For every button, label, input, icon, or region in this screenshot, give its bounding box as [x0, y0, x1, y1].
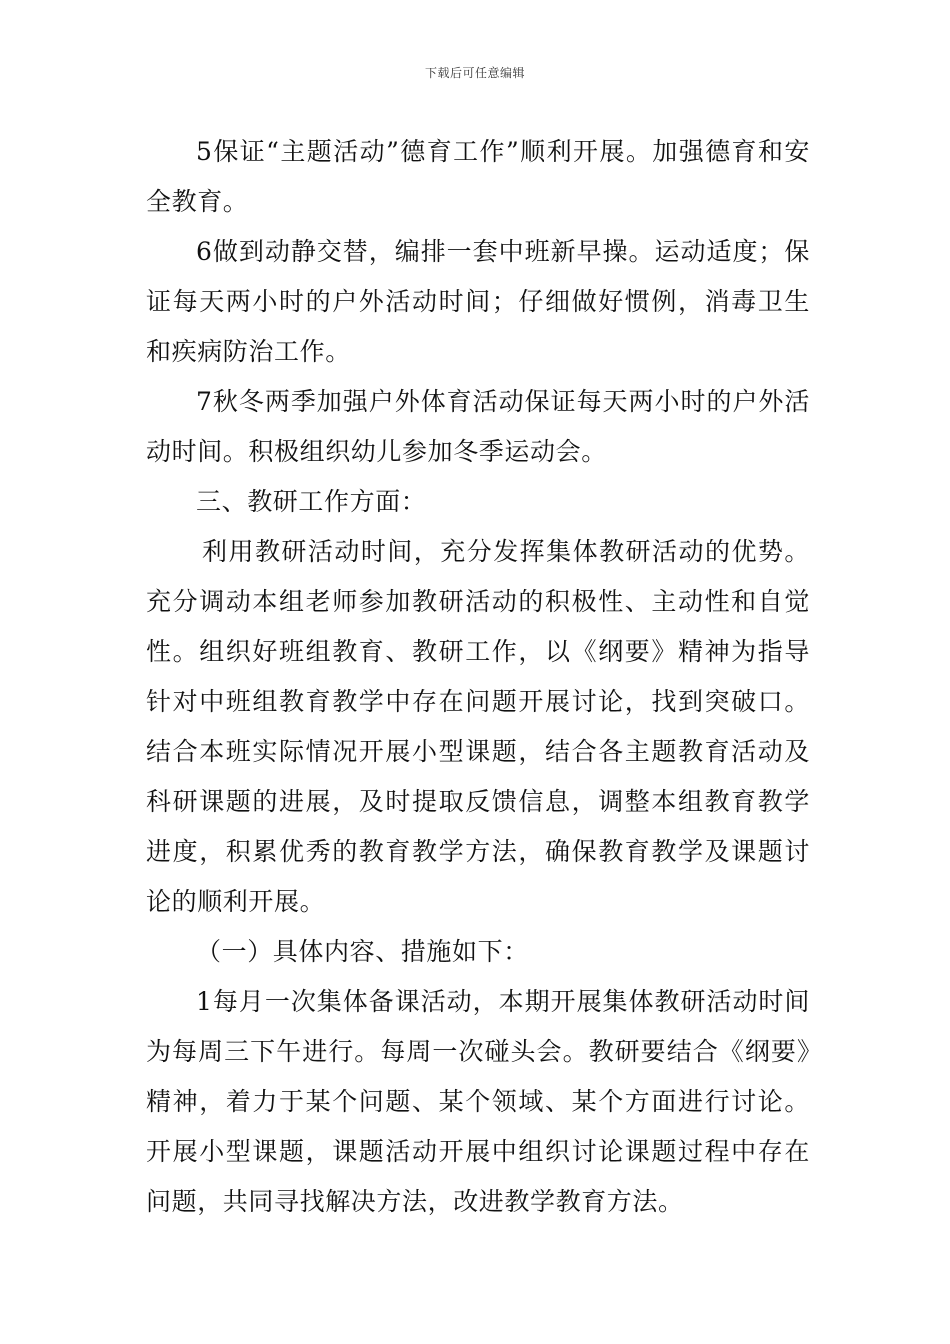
page-header: 下载后可任意编辑	[424, 66, 525, 80]
paragraph-item-7: 7秋冬两季加强户外体育活动保证每天两小时的户外活动时间。积极组织幼儿参加冬季运动会。	[146, 387, 810, 466]
section-heading-research: 三、教研工作方面：	[196, 487, 427, 516]
paragraph-measure-1: 1每月一次集体备课活动，本期开展集体教研活动时间为每周三下午进行。每周一次碰头会。教研要结合《纲要》精神，着力于某个问题、某个领域、某个方面进行讨论。开展小型课题，课题活动开展中组织讨论课题过程中存在问题，共同寻找解决方法，改进教学教育方法。	[146, 987, 810, 1216]
paragraph-research-intro: 利用教研活动时间，充分发挥集体教研活动的优势。充分调动本组老师参加教研活动的积极性、主动性和自觉性。组织好班组教育、教研工作，以《纲要》精神为指导针对中班组教育教学中存在问题开展讨论，找到突破口。结合本班实际情况开展小型课题，结合各主题教育活动及科研课题的进展，及时提取反馈信息，调整本组教育教学进度，积累优秀的教育教学方法，确保教育教学及课题讨论的顺利开展。	[146, 537, 810, 916]
subsection-heading-measures: （一）具体内容、措施如下：	[196, 937, 529, 966]
paragraph-item-6: 6做到动静交替，编排一套中班新早操。运动适度；保证每天两小时的户外活动时间；仔细做好惯例，消毒卫生和疾病防治工作。	[146, 237, 810, 366]
paragraph-item-5: 5保证“主题活动”德育工作”顺利开展。加强德育和安全教育。	[146, 137, 810, 216]
document-body	[146, 127, 810, 1227]
